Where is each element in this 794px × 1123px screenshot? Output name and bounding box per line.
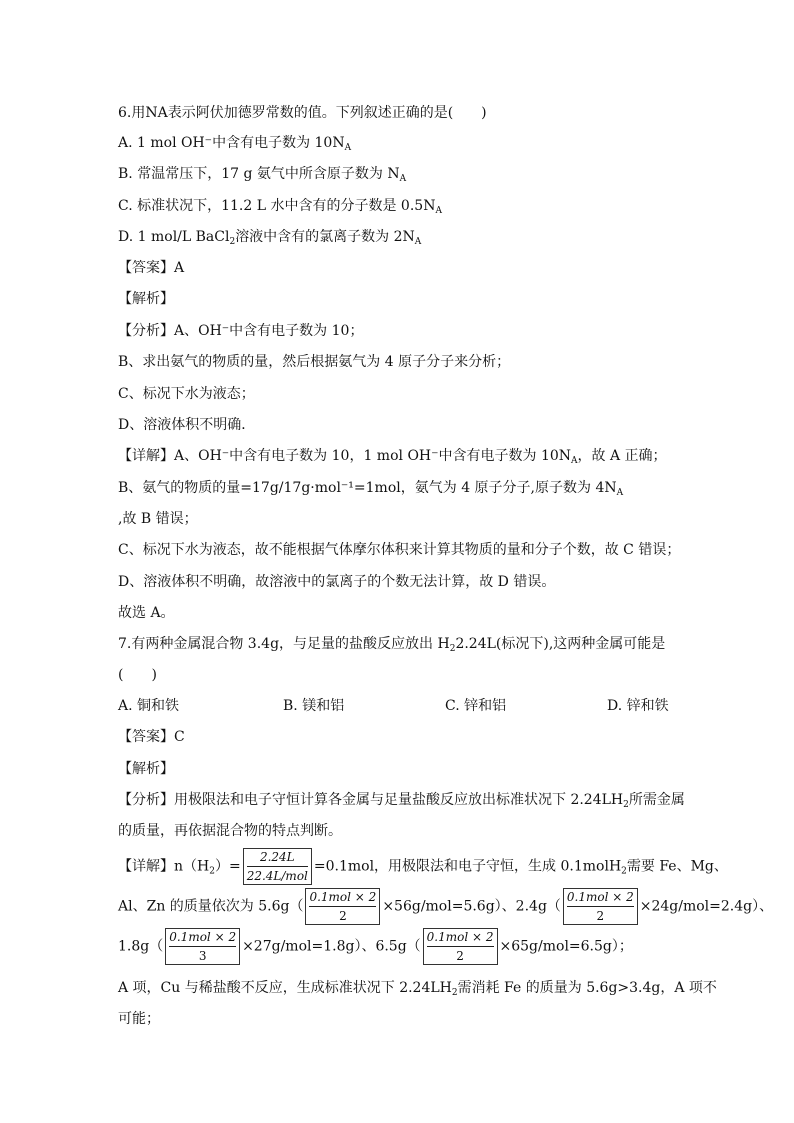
q6-option-c: C. 标准状况下，11.2 L 水中含有的分子数是 $0.5N_A$ [118,198,442,216]
q6-answer: 【答案】A [118,260,185,276]
fraction-box: $\frac{\text{0.1mol × 2}}{2}$ [423,928,498,965]
q6-stem: 6.用NA表示阿伏加德罗常数的值。下列叙述正确的是( ) [118,105,487,121]
q7-option-b: B. 镁和铝 [283,698,345,714]
q6-conclusion: 故选 A。 [118,605,175,621]
q7-stem: 7.有两种金属混合物 3.4g，与足量的盐酸反应放出 $H_22.24L$(标况下),这两种金属可能是 [118,636,666,654]
fraction-box: $\frac{\text{0.1mol × 2}}{3}$ [165,928,240,965]
q7-option-d: D. 锌和铁 [607,698,669,714]
q6-detail-b: B、氨气的物质的量=17g/17g·mol⁻¹=1mol，氨气为 4 原子分子,原子数为 $4N_A$ [118,480,624,498]
fraction-box: $\frac{\text{0.1mol × 2}}{2}$ [563,888,638,925]
q6-detail-b2: ,故 B 错误； [118,511,198,527]
q7-item-a: A 项，Cu 与稀盐酸不反应，生成标准状况下 $2.24LH_2$需消耗 Fe 的质量为 5.6g>3.4g，A 项不 [118,980,717,998]
q6-analysis-heading: 【解析】 [118,291,174,307]
q6-option-a: A. 1 mol OH⁻中含有电子数为 $10N_A$ [118,135,352,153]
q6-detail-d: D、溶液体积不明确，故溶液中的氯离子的个数无法计算，故 D 错误。 [118,574,556,590]
q6-option-b: B. 常温常压下，17 g 氨气中所含原子数为 $N_A$ [118,166,407,184]
q6-option-d: D. 1 mol/L BaCl$_2$溶液中含有的氯离子数为 $2N_A$ [118,229,422,247]
q6-fenxi-d: D、溶液体积不明确． [118,417,256,433]
q7-answer: 【答案】C [118,729,185,745]
q7-detail-1: 【详解】$n(H_2)=$ $\frac{2.24L}{\text{22.4L/mol}}$ =0.1mol，用极限法和电子守恒，生成 0.1molH$_2$需要 Fe、Mg、 [118,850,728,883]
q7-detail-3: 1.8g（ $\frac{\text{0.1mol × 2}}{3}$ ×27g/mol=1.8g）、6.5g（ $\frac{\text{0.1mol × 2}}{2}$ ×65g/mol=6.5g）； [118,930,633,963]
q6-detail-c: C、标况下水为液态，故不能根据气体摩尔体积来计算其物质的量和分子个数，故 C 错误； [118,542,681,558]
q6-fenxi: 【分析】A、OH⁻中含有电子数为 10； [118,323,364,339]
q7-stem-paren: ( ) [118,667,157,683]
q7-item-a-2: 可能； [118,1011,160,1027]
q7-fenxi: 【分析】用极限法和电子守恒计算各金属与足量盐酸反应放出标准状况下 $2.24LH_2$所需金属 [118,792,685,810]
fraction-box: $\frac{2.24L}{\text{22.4L/mol}}$ [243,848,312,885]
q6-detail-a: 【详解】A、OH⁻中含有电子数为 10，1 mol OH⁻中含有电子数为 $10N_A$，故 A 正确； [118,448,667,466]
q7-option-c: C. 锌和铝 [445,698,507,714]
q7-fenxi-2: 的质量，再依据混合物的特点判断。 [118,823,342,839]
fraction-box: $\frac{\text{0.1mol × 2}}{2}$ [305,888,380,925]
q7-option-a: A. 铜和铁 [118,698,180,714]
q6-fenxi-b: B、求出氨气的物质的量，然后根据氨气为 4 原子分子来分析； [118,354,511,370]
q7-detail-2: Al、Zn 的质量依次为 5.6g（ $\frac{\text{0.1mol × 2}}{2}$ ×56g/mol=5.6g）、2.4g（ $\frac{\text{0.1mol × 2}}{2}$ ×24g/mol=2.4g）、 [118,890,774,923]
q6-fenxi-c: C、标况下水为液态； [118,386,255,402]
q7-analysis-heading: 【解析】 [118,761,174,777]
